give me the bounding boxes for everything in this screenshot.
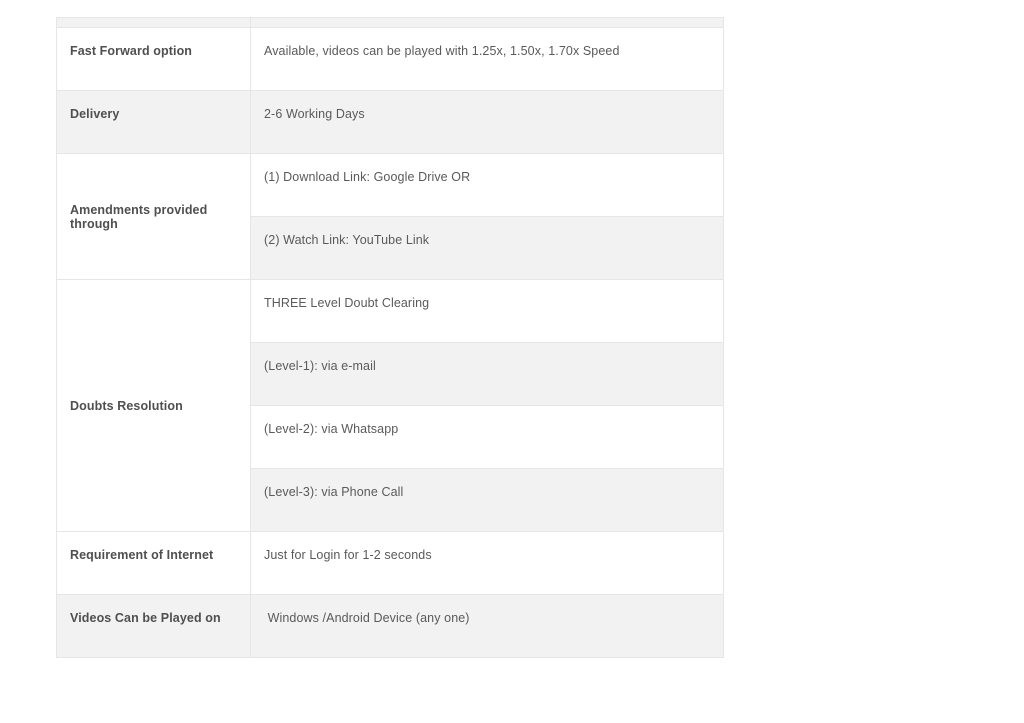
- row-value-text: (Level-3): via Phone Call: [264, 485, 404, 499]
- row-label-text: Delivery: [70, 107, 120, 121]
- row-value: [251, 532, 724, 595]
- row-value-text: (Level-1): via e-mail: [264, 359, 376, 373]
- row-value: [251, 91, 724, 154]
- row-value: [251, 217, 724, 280]
- table-row-fast-forward: [57, 28, 724, 91]
- row-label: [57, 154, 251, 280]
- table-row-internet: [57, 532, 724, 595]
- row-value: [251, 28, 724, 91]
- row-value-text: (Level-2): via Whatsapp: [264, 422, 399, 436]
- table-row-delivery: [57, 91, 724, 154]
- product-details-table: [56, 17, 724, 658]
- row-label-text: Fast Forward option: [70, 44, 193, 58]
- row-value: [251, 595, 724, 658]
- row-value: [251, 280, 724, 343]
- table-cell: [251, 18, 724, 28]
- row-label: [57, 28, 251, 91]
- row-label-text: Amendments provided through: [70, 202, 208, 231]
- row-value-text: Just for Login for 1-2 seconds: [264, 548, 432, 562]
- row-value: [251, 343, 724, 406]
- row-value-text: Available, videos can be played with 1.25x, 1.50x, 1.70x Speed: [264, 44, 620, 58]
- row-value-text: (1) Download Link: Google Drive OR: [264, 170, 471, 184]
- row-label: [57, 532, 251, 595]
- row-value-text: Windows /Android Device (any one): [264, 611, 470, 625]
- row-label-text: Videos Can be Played on: [70, 611, 221, 625]
- table-row-doubts: [57, 280, 724, 343]
- row-label: [57, 91, 251, 154]
- specs-table: [56, 17, 724, 658]
- row-value: [251, 469, 724, 532]
- row-value: [251, 154, 724, 217]
- table-row-devices: [57, 595, 724, 658]
- table-row-cut-off: [57, 18, 724, 28]
- row-value-text: 2-6 Working Days: [264, 107, 365, 121]
- row-value-text: THREE Level Doubt Clearing: [264, 296, 430, 310]
- row-label: [57, 595, 251, 658]
- table-cell: [57, 18, 251, 28]
- row-value-text: (2) Watch Link: YouTube Link: [264, 233, 430, 247]
- row-value: [251, 406, 724, 469]
- table-row-amendments: [57, 154, 724, 217]
- row-label: [57, 280, 251, 532]
- row-label-text: Doubts Resolution: [70, 398, 183, 413]
- row-label-text: Requirement of Internet: [70, 548, 214, 562]
